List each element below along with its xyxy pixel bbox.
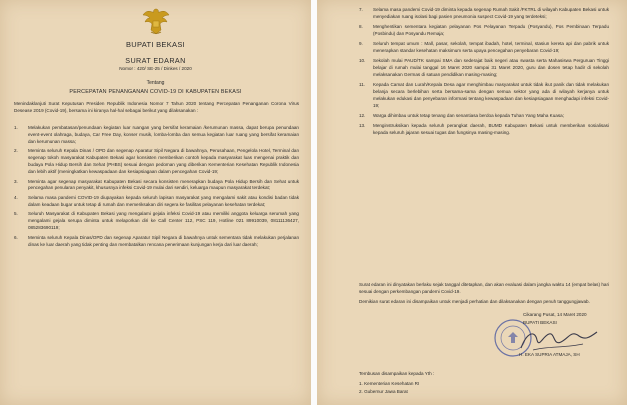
item-text: Seluruh tempat umum : Mall, pasar, sekolah, tempat ibadah, hotel, terminal, stasiun kereta api dan pabrik untuk menerapkan standar kesehatan maksimum serta upaya pencegahan penyebaran Covid-19; [373, 41, 609, 54]
letter-header-title: BUPATI BEKASI [125, 40, 186, 49]
item-text: Selama masa pandemi COVID-19 diupayakan kepada seluruh lapisan masyarakat yang mengalami sakit atau kondisi badan tidak dalam keadaan bugar untuk tetap di rumah dan memeriksakan diri segera ke fasilitas pelayanan kesehatan terdekat; [28, 194, 299, 207]
letter-type: SURAT EDARAN [125, 56, 186, 65]
list-item [14, 235, 299, 249]
letter-number: Nomor : 420/ SE-25 / Dinkes / 2020 [119, 66, 192, 71]
item-number: 5. [14, 211, 18, 217]
list-item [359, 24, 609, 38]
cc-list [359, 380, 609, 395]
item-number: 13. [359, 123, 366, 129]
item-number: 10. [359, 58, 366, 64]
cc-title: Tembusan disampaikan kepada Yth : [359, 371, 435, 376]
item-number: 4. [14, 194, 18, 200]
list-item [359, 58, 609, 79]
item-number: 1. [14, 125, 18, 130]
item-text: Menghentikan sementara kegiatan pelayanan Pos Pelayanan Terpadu (Posyandu), Pos Pembinaan Terpadu (Posbindu) dan Posyandu Remaja; [373, 24, 609, 37]
item-text: Warga dihimbau untuk tetap tenang dan senantiasa berdoa kepada Tuhan Yang Maha Kuasa; [373, 113, 564, 119]
list-item [14, 125, 299, 146]
letter-page-1 [0, 0, 311, 405]
item-text: Seluruh Masyarakat di Kabupaten Bekasi yang mengalami gejala infeksi Covid-19 atau memiliki anggota keluarga serumah yang mengalami gejala serupa diminta untuk melaporkan diri ke Call Center 112, PSC 119, Hotline 021 89910039, 08111136427, 085283690119; [28, 211, 299, 231]
item-text: Meminta seluruh Kepala Dinas/OPD dan segenap Aparatur Sipil Negara di bawahnya untuk sementara tidak melakukan perjalanan dinas ke luar daerah yang tidak penting dan membatalkan rencana penerimaan kunjungan kerja dari luar daerah; [28, 234, 299, 247]
item-number: 3. [14, 178, 18, 184]
item-text: Kepada Camat dan Lurah/Kepala Desa agar menghimbau masyarakat untuk tidak ikut panik dan tidak melakukan belanja secara berlebihan serta bersama-sama dengan semua sektor yang ada di wilayah kerjanya untuk melakukan edukasi dan penyebaran informasi tentang kewaspadaan dan kesiapsiagaan menghadapi infeksi Covid-19; [373, 82, 609, 109]
letter-page-2 [317, 0, 627, 405]
item-text: Melakukan pembatasan/penundaan kegiatan luar ruangan yang bersifat keramaian /kerumunan massa, dapat berupa penundaan event-event olahraga, budaya, Car Free Day, konser musik, lomba-lomba dan semua kegiatan luar ruang yang bersifat keramaian dan kerumunan massa; [28, 125, 299, 144]
item-number: 11. [359, 82, 366, 88]
item-text: Sekolah mulai PAUD/TK sampai SMA dan sederajat baik negeri atau swasta serta Mahasiswa Perguruan Tinggi belajar di rumah mulai tanggal 16 Maret 2020 sampai 31 Maret 2020, guru dan dosen tetap hadir di sekolah melaksanakan Germas di satuan pendidikan masing-masing; [373, 58, 609, 78]
cc-item: 2. Gubernur Jawa Barat [359, 388, 408, 394]
item-number: 6. [14, 234, 18, 240]
item-number: 2. [14, 148, 18, 154]
item-text: Selama masa pandemi Covid-19 diminta kepada segenap Rumah Sakit /FKTRL di wilayah Kabupaten Bekasi untuk menyediakan ruang isolasi bagi pasien pneumonia suspect Covid-19 yang terdeteksi; [373, 7, 609, 19]
instruction-list [14, 125, 299, 251]
item-number: 9. [359, 41, 363, 47]
list-item [359, 123, 609, 137]
garuda-emblem-icon [142, 6, 170, 36]
letter-subject: PERCEPATAN PENANGANAN COVID-19 DI KABUPATEN BEKASI [69, 89, 242, 95]
cc-item: 1. Kementerian Kesehatan RI [359, 381, 420, 386]
signatory-name: H. EKA SUPRIA ATMAJA, SH [519, 352, 580, 357]
closing-paragraph: Surat edaran ini dinyatakan berlaku sejak tanggal ditetapkan, dan akan evaluasi dalam jangka waktu 14 (empat belas) hari sesuai dengan perkembangan pandemi Covid-19. [359, 282, 609, 294]
list-item [359, 41, 609, 55]
item-number: 7. [359, 7, 363, 12]
item-text: Menginstruksikan kepada seluruh perangkat daerah, BUMD Kabupaten Bekasi untuk memberikan sosialisasi kepada seluruh jajaran sesuai tugas dan fungsinya masing-masing. [373, 123, 609, 136]
item-text: Meminta agar segenap masyarakat Kabupaten Bekasi secara konsisten menerapkan budaya Pola Hidup Bersih dan Sehat untuk pencegahan penularan penyakit, khususnya infeksi Covid-19 mulai dari sendiri, keluarga maupun masyarakat terdekat; [28, 178, 299, 191]
closing-paragraph: Demikian surat edaran ini disampaikan untuk menjadi perhatian dan dilaksanakan dengan penuh tanggungjawab. [359, 298, 590, 304]
letter-about-label: Tentang [146, 80, 165, 86]
place-date: Cikarang Pusat, 14 Maret 2020 [523, 312, 587, 317]
item-text: Meminta seluruh Kepala Dinas / OPD dan segenap Aparatur Sipil Negara di bawahnya, Perusahaan, Pengelola Hotel, Terminal dan segenap tokoh masyarakat Kabupaten Bekasi agar konsisten memberikan contoh kepada masyarakat luas mengenai praktik dan budaya Pola Hidup Bersih dan Sehat (PHBS) sesuai dengan pedoman yang diberikan Kementerian Kesehatan Republik Indonesia dan lebih aktif (meningkatkan kewaspadaan dan kesiapsiagaan dalam pencegahan Covid-19; [28, 148, 299, 175]
closing-section [359, 282, 609, 309]
item-number: 8. [359, 24, 363, 30]
instruction-list-continued [359, 7, 609, 141]
list-item [14, 148, 299, 176]
intro-paragraph: Menindaklanjuti Surat Keputusan Presiden Republik Indonesia Nomor 7 Tahun 2020 tentang Percepatan Penanganan Corona Virus Desease 2019 (Covid-19), bersama ini kiranya hal-hal sebagai berikut yang dilaksanakan : [14, 101, 299, 113]
item-number: 12. [359, 113, 366, 119]
list-item [14, 195, 299, 209]
list-item [14, 211, 299, 232]
list-item [359, 113, 609, 120]
signatory-title: BUPATI BEKASI [523, 320, 557, 325]
list-item [359, 82, 609, 110]
list-item [359, 7, 609, 21]
list-item [14, 179, 299, 193]
